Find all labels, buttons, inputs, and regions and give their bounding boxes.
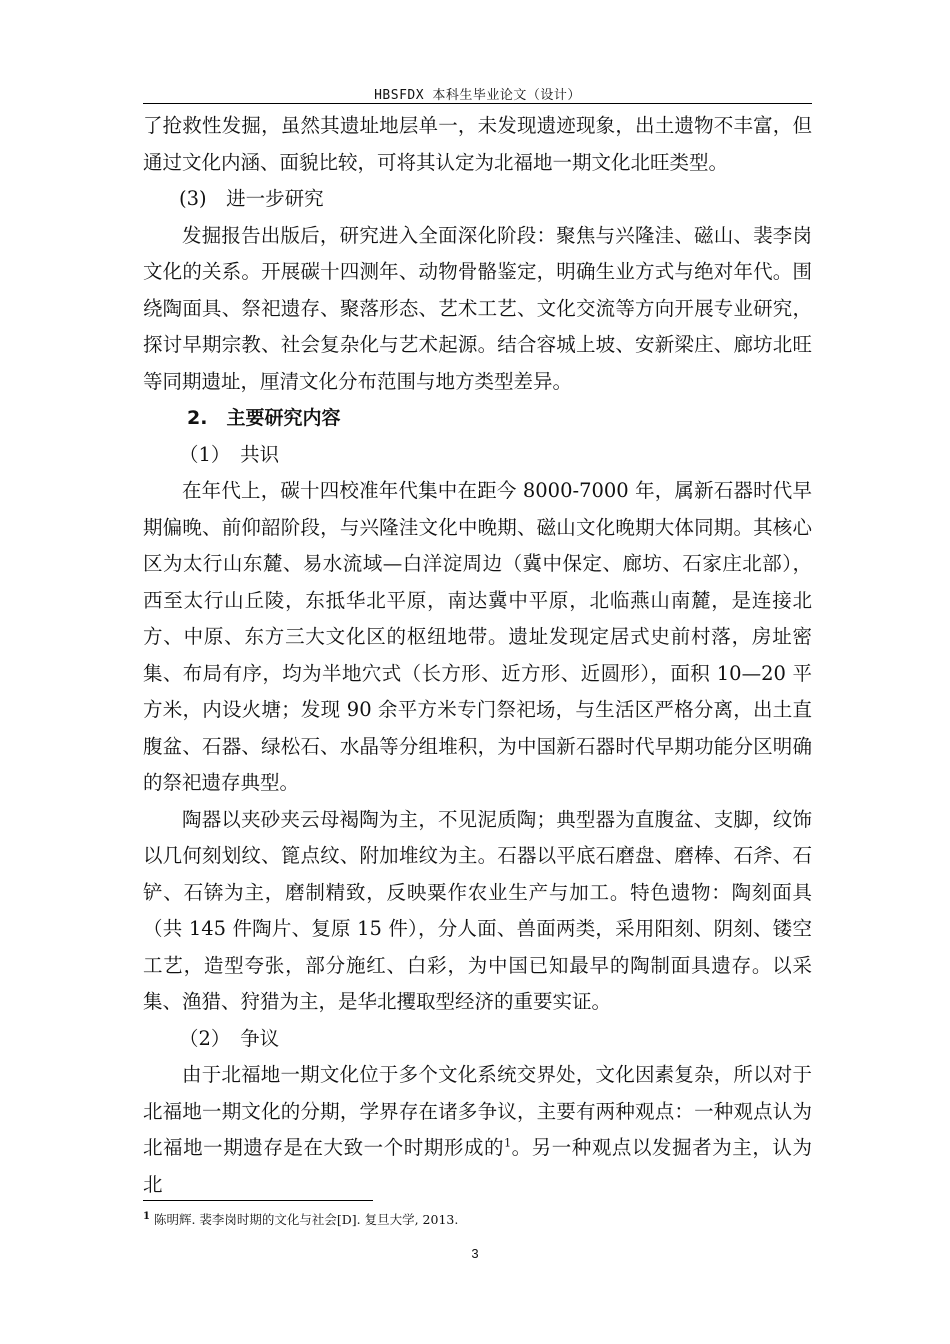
paragraph-3: 在年代上，碳十四校准年代集中在距今 8000-7000 年，属新石器时代早期偏晚、前仰韶阶段，与兴隆洼文化中晚期、磁山文化晚期大体同期。其核心区为太行山东麓、易水流域—白洋淀周边（冀中保定、廊坊、石家庄北部），西至太行山丘陵，东抵华北平原，南达冀中平原，北临燕山南麓，是连接北方、中原、东方三大文化区的枢纽地带。遗址发现定居式史前村落，房址密集、布局有序，均为半地穴式（长方形、近方形、近圆形），面积 10—20 平方米，内设火塘；发现 90 余平方米专门祭祀场，与生活区严格分离，出土直腹盆、石器、绿松石、水晶等分组堆积，为中国新石器时代早期功能分区明确的祭祀遗存典型。 [143,479,812,794]
section-heading-main-research: 2. 主要研究内容 [187,407,341,429]
paragraph-4: 陶器以夹砂夹云母褐陶为主，不见泥质陶；典型器为直腹盆、支脚，纹饰以几何刻划纹、篦点纹、附加堆纹为主。石器以平底石磨盘、磨棒、石斧、石铲、石锛为主，磨制精致，反映粟作农业生产与加工。特色遗物：陶刻面具（共 145 件陶片、复原 15 件），分人面、兽面两类，采用阳刻、阴刻、镂空工艺，造型夸张，部分施红、白彩，为中国已知最早的陶制面具遗存。以采集、渔猎、狩猎为主，是华北攫取型经济的重要实证。 [143,807,812,1013]
paragraph-5 [143,1057,812,1203]
paragraph-2: 发掘报告出版后，研究进入全面深化阶段：聚焦与兴隆洼、磁山、裴李岗文化的关系。开展碳十四测年、动物骨骼鉴定，明确生业方式与绝对年代。围绕陶面具、祭祀遗存、聚落形态、艺术工艺、文化交流等方向开展专业研究，探讨早期宗教、社会复杂化与艺术起源。结合容城上坡、安新梁庄、廊坊北旺等同期遗址，厘清文化分布范围与地方类型差异。 [143,223,812,393]
page-number: 3 [471,1246,479,1261]
body-text [143,108,812,1203]
footnote [143,1211,812,1229]
subheading-further-research: (3) 进一步研究 [179,187,324,210]
footnote-rule [143,1200,373,1201]
footnote-marker: 1 [143,1210,150,1222]
paragraph-5-text-b: 。另一种观点以发掘者为主，认为北 [143,1136,812,1196]
footnote-reference[interactable]: 1 [504,1136,512,1150]
page-header: HBSFDX 本科生毕业论文（设计） [374,88,581,103]
paragraph-1: 了抢救性发掘，虽然其遗址地层单一，未发现遗迹现象，出土遗物不丰富，但通过文化内涵、面貌比较，可将其认定为北福地一期文化北旺类型。 [143,114,812,174]
footnote-text: 陈明辉. 裴李岗时期的文化与社会[D]. 复旦大学, 2013. [149,1212,459,1227]
header-rule [143,103,812,104]
subheading-consensus: （1） 共识 [179,442,280,466]
subheading-controversy: （2） 争议 [179,1026,280,1050]
paragraph-5-text-a: 由于北福地一期文化位于多个文化系统交界处，文化因素复杂，所以对于北福地一期文化的分期，学界存在诸多争议，主要有两种观点：一种观点认为北福地一期遗存是在大致一个时期形成的 [143,1063,812,1159]
